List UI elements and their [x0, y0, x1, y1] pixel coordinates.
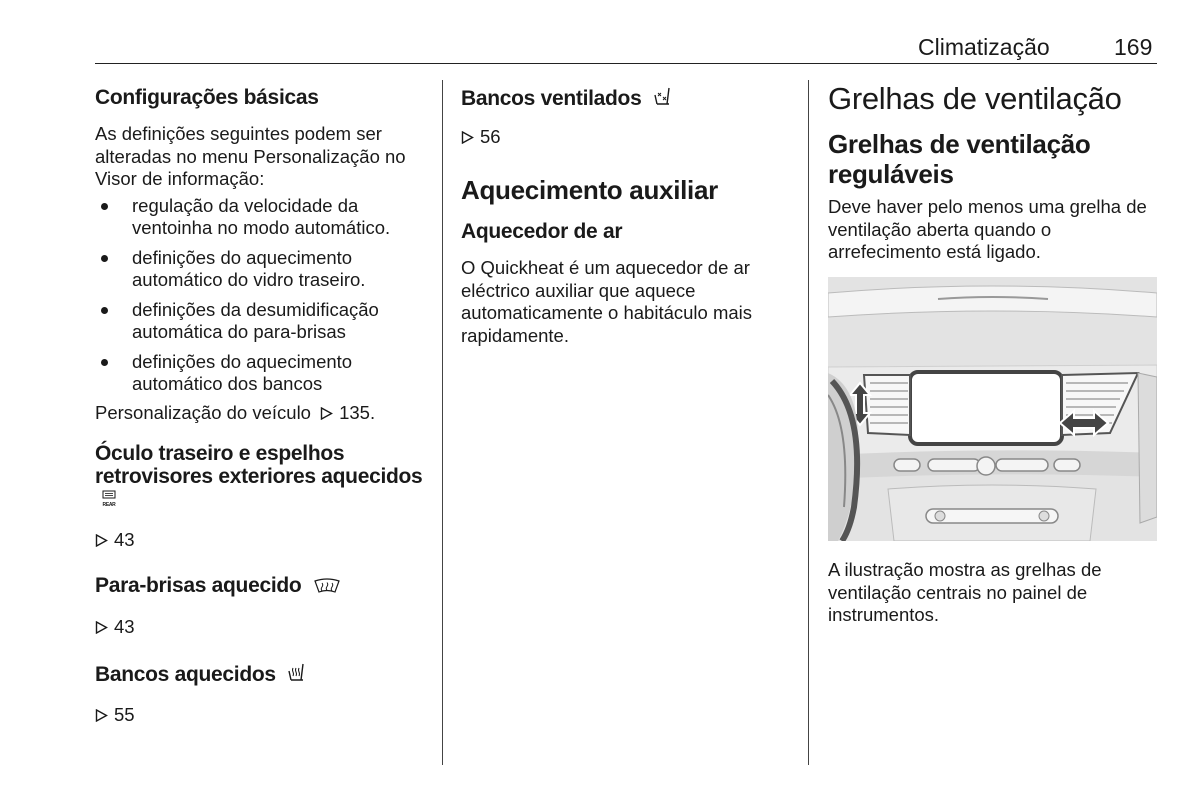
list-item: regulação da velocidade da ventoinha no modo automático.: [95, 195, 425, 240]
ventilated-seats-heading: [461, 85, 791, 110]
list-item: definições do aquecimento automático dos bancos: [95, 351, 425, 396]
rear-window-reference: [95, 529, 425, 551]
personalization-reference: [95, 402, 425, 424]
list-item: definições da desumidificação automática do para-brisas: [95, 299, 425, 344]
heated-seats-heading-text: Bancos aquecidos: [95, 662, 276, 686]
air-heater-text: O Quickheat é um aquecedor de ar eléctrico auxiliar que aquece automaticamente o habitáculo mais rapidamente.: [461, 257, 753, 346]
personalization-ref-page: 135.: [339, 401, 376, 423]
column-divider-1: [442, 80, 443, 765]
column-right: [828, 80, 1158, 264]
triangle-arrow-icon: [95, 709, 108, 722]
windscreen-heading: [95, 574, 425, 597]
ventilated-seats-reference: [461, 126, 791, 148]
air-heater-heading: Aquecedor de ar: [461, 220, 623, 243]
rear-window-heading-text: Óculo traseiro e espelhos retrovisores exteriores aquecidos: [95, 441, 423, 488]
triangle-arrow-icon: [95, 534, 108, 547]
vents-text: Deve haver pelo menos uma grelha de ventilação aberta quando o arrefecimento está ligado.: [828, 196, 1147, 262]
running-header-title: Climatização: [918, 34, 1050, 60]
basic-settings-intro: As definições seguintes podem ser alteradas no menu Personalização no Visor de informação:: [95, 123, 406, 189]
header-divider: [95, 63, 1157, 64]
dashboard-vents-illustration: [828, 277, 1157, 541]
rear-window-ref-page: 43: [114, 528, 135, 550]
triangle-arrow-icon: [320, 407, 333, 420]
heated-seat-icon: [287, 661, 305, 683]
heated-seats-reference: [95, 704, 425, 726]
windscreen-reference: [95, 616, 425, 638]
ventilated-seats-heading-text: Bancos ventilados: [461, 87, 642, 110]
personalization-ref-text: Personalização do veículo: [95, 401, 311, 423]
illustration-caption: A ilustração mostra as grelhas de ventilação centrais no painel de instrumentos.: [828, 559, 1102, 625]
basic-settings-heading: Configurações básicas: [95, 86, 319, 109]
windscreen-heating-icon: [313, 578, 341, 594]
windscreen-ref-page: 43: [114, 615, 135, 637]
dashboard-drawing: [828, 277, 1157, 541]
windscreen-heading-text: Para-brisas aquecido: [95, 573, 302, 597]
adjustable-vents-heading: Grelhas de ventilação reguláveis: [828, 129, 1091, 189]
rear-window-heading: [95, 442, 425, 511]
ventilated-seats-ref-page: 56: [480, 126, 501, 147]
column-left: [95, 80, 425, 726]
list-item: definições do aquecimento automático do vidro traseiro.: [95, 247, 425, 292]
heated-seats-heading: [95, 661, 425, 686]
page-number: 169: [1114, 34, 1153, 60]
aux-heating-heading: Aquecimento auxiliar: [461, 175, 718, 205]
rear-window-heating-icon: [101, 490, 117, 508]
basic-settings-list: [95, 195, 425, 396]
ventilated-seat-icon: [653, 85, 671, 107]
heated-seats-ref-page: 55: [114, 703, 135, 725]
triangle-arrow-icon: [461, 131, 474, 144]
column-divider-2: [808, 80, 809, 765]
column-middle: [461, 80, 791, 347]
vents-heading: Grelhas de ventilação: [828, 81, 1122, 116]
rear-icon-label: REAR: [102, 501, 116, 508]
triangle-arrow-icon: [95, 621, 108, 634]
